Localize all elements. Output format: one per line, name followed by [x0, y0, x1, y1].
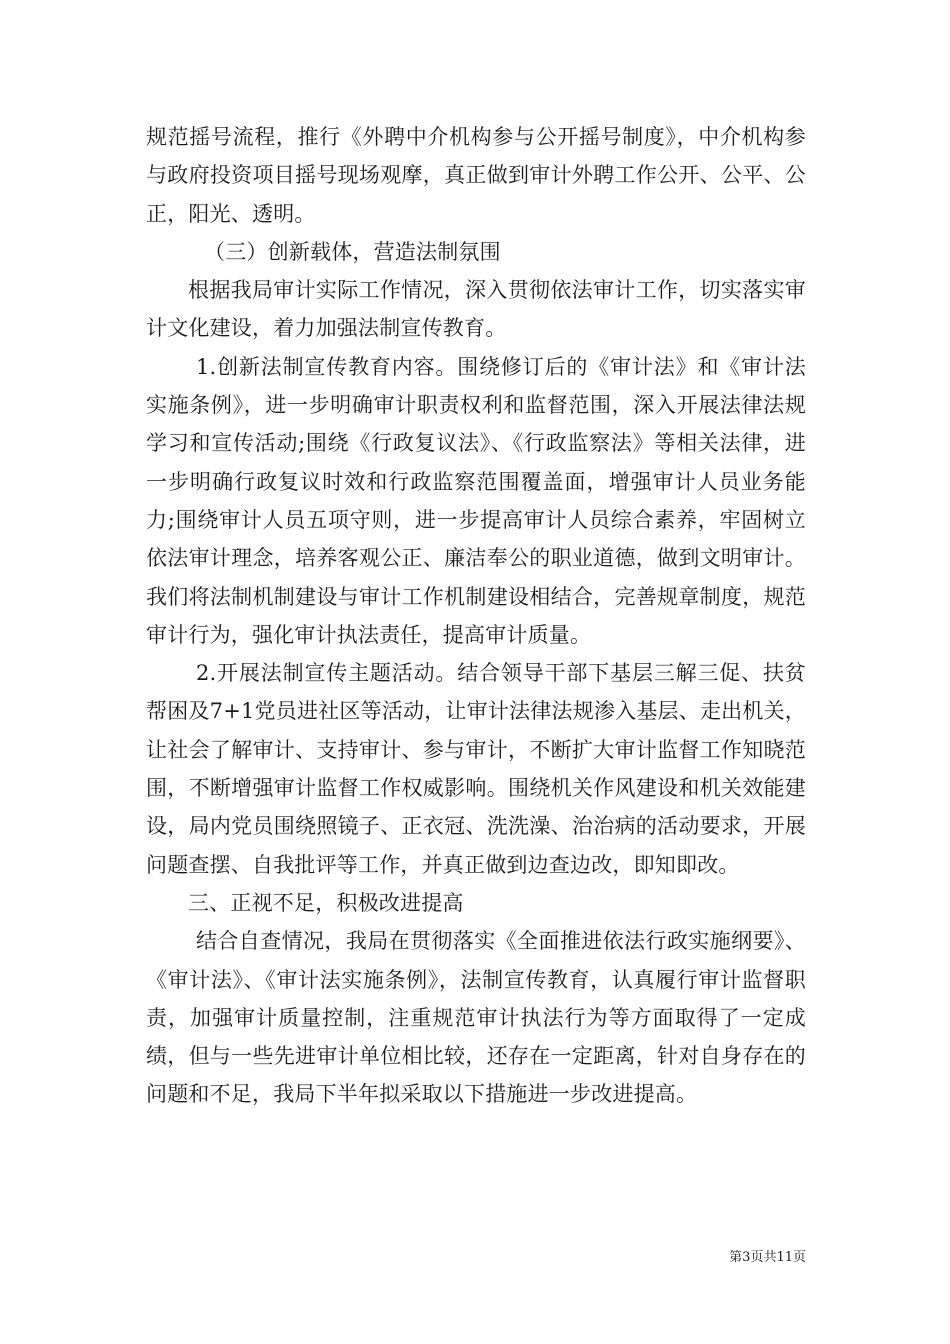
paragraph-summary: 结合自查情况，我局在贯彻落实《全面推进依法行政实施纲要》、《审计法》、《审计法实施条例》，法制宣传教育，认真履行审计监督职责，加强审计质量控制，注重规范审计执法行为等方面取得了一定成绩，但与一些先进审计单位相比较，还存在一定距离，针对自身存在的问题和不足，我局下半年拟采取以下措施进一步改进提高。 [146, 929, 806, 1107]
page-number: 第3页共11页 [729, 1250, 806, 1265]
document-body [146, 118, 806, 1114]
section-heading-improvement: 三、正视不足，积极改进提高 [188, 890, 464, 915]
paragraph-intro: 根据我局审计实际工作情况，深入贯彻依法审计工作，切实落实审计文化建设，着力加强法制宣传教育。 [146, 278, 806, 341]
section-heading-innovation: （三）创新载体，营造法制氛围 [204, 239, 501, 264]
paragraph-continuation: 规范摇号流程，推行《外聘中介机构参与公开摇号制度》，中介机构参与政府投资项目摇号现场观摩，真正做到审计外聘工作公开、公平、公正，阳光、透明。 [146, 125, 806, 226]
paragraph-item-2: 2.开展法制宣传主题活动。结合领导干部下基层三解三促、扶贫帮困及7+1党员进社区等活动，让审计法律法规渗入基层、走出机关，让社会了解审计、支持审计、参与审计，不断扩大审计监督工作知晓范围，不断增强审计监督工作权威影响。围绕机关作风建设和机关效能建设，局内党员围绕照镜子、正衣冠、洗洗澡、治治病的活动要求，开展问题查摆、自我批评等工作，并真正做到边查边改，即知即改。 [146, 661, 806, 877]
paragraph-item-1: 1.创新法制宣传教育内容。围绕修订后的《审计法》和《审计法实施条例》，进一步明确审计职责权利和监督范围，深入开展法律法规学习和宣传活动;围绕《行政复议法》、《行政监察法》等相关法律，进一步明确行政复议时效和行政监察范围覆盖面，增强审计人员业务能力;围绕审计人员五项守则，进一步提高审计人员综合素养，牢固树立依法审计理念，培养客观公正、廉洁奉公的职业道德，做到文明审计。我们将法制机制建设与审计工作机制建设相结合，完善规章制度，规范审计行为，强化审计执法责任，提高审计质量。 [146, 354, 806, 647]
